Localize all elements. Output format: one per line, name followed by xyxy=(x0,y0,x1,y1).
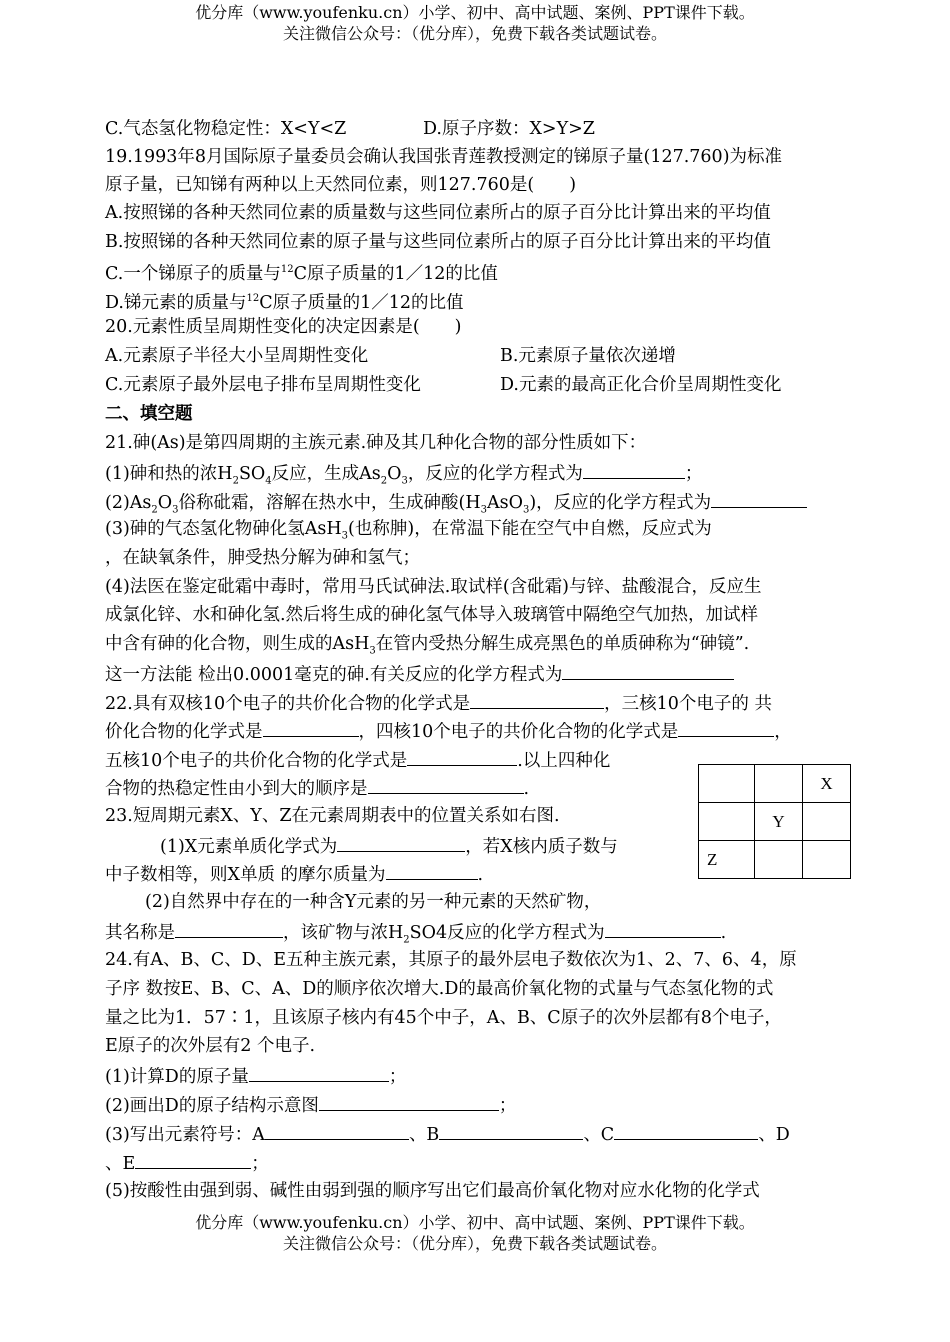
q19-stem-2: 原子量，已知锑有两种以上天然同位素，则127.760是( ) xyxy=(105,175,577,195)
answer-blank[interactable] xyxy=(614,1121,758,1140)
q24-part-3: (3)写出元素符号：A 、B 、C 、D xyxy=(105,1121,790,1147)
periodic-table-grid xyxy=(698,764,851,879)
q20-option-d: D.元素的最高正化合价呈周期性变化 xyxy=(500,375,782,395)
answer-blank[interactable] xyxy=(175,919,283,938)
q19-stem-1: 19.1993年8月国际原子量委员会确认我国张青莲教授测定的锑原子量(127.760)为标准 xyxy=(105,147,783,167)
answer-blank[interactable] xyxy=(407,747,517,766)
answer-blank[interactable] xyxy=(265,1121,409,1140)
q21-part-4-l1: (4)法医在鉴定砒霜中毒时，常用马氏试砷法.取试样(含砒霜)与锌、盐酸混合，反应生 xyxy=(105,577,762,597)
q22-line-4: 合物的热稳定性由小到大的顺序是 . xyxy=(105,775,529,801)
answer-blank[interactable] xyxy=(583,460,685,479)
q21-part-1: (1)砷和热的浓$H_2SO_4$反应，生成$As_2O_3$，反应的化学方程式为 ； xyxy=(105,460,702,486)
q19-option-c: C.一个锑原子的质量与$^{12}$C原子质量的1／12的比值 xyxy=(105,263,498,284)
grid-cell xyxy=(755,841,803,879)
answer-blank[interactable] xyxy=(711,489,807,508)
answer-blank[interactable] xyxy=(319,1092,499,1111)
header-line-2: 关注微信公众号：（优分库），免费下载各类试题试卷。 xyxy=(282,24,667,43)
grid-cell xyxy=(699,803,755,841)
q21-part-3: (3)砷的气态氢化物砷化氢AsH$_3$(也称胂)，在常温下能在空气中自燃，反应式为 xyxy=(105,519,712,542)
answer-blank[interactable] xyxy=(605,919,721,938)
q24-line-4: E原子的次外层有2 个电子. xyxy=(105,1036,316,1056)
answer-blank[interactable] xyxy=(135,1150,251,1169)
q22-line-3: 五核10个电子的共价化合物的化学式是 .以上四种化 xyxy=(105,747,610,773)
grid-cell xyxy=(803,803,851,841)
q18-options xyxy=(105,117,595,143)
page-footer xyxy=(0,1212,950,1254)
answer-blank[interactable] xyxy=(678,718,774,737)
q20-options-cd xyxy=(105,373,782,399)
q23-part-2-cont: 其名称是 ，该矿物与浓$H_2SO4$反应的化学方程式为 . xyxy=(105,919,726,945)
grid-cell xyxy=(803,841,851,879)
q19-option-d: D.锑元素的质量与$^{12}$C原子质量的1／12的比值 xyxy=(105,292,464,313)
answer-blank[interactable] xyxy=(337,833,465,852)
q24-part-5: (5)按酸性由强到弱、碱性由弱到强的顺序写出它们最高价氧化物对应水化物的化学式 xyxy=(105,1181,760,1201)
answer-blank[interactable] xyxy=(249,1063,389,1082)
answer-blank[interactable] xyxy=(470,690,604,709)
q24-part-2: (2)画出D的原子结构示意图 ； xyxy=(105,1092,516,1118)
q19-option-b: B.按照锑的各种天然同位素的原子量与这些同位素所占的原子百分比计算出来的平均值 xyxy=(105,232,771,252)
grid-cell xyxy=(755,765,803,803)
q22-line-1: 22.具有双核10个电子的共价化合物的化学式是 ，三核10个电子的 共 xyxy=(105,690,772,716)
grid-cell-x: X xyxy=(803,765,851,803)
q24-line-1: 24.有A、B、C、D、E五种主族元素，其原子的最外层电子数依次为1、2、7、6、4，原 xyxy=(105,950,797,970)
answer-blank[interactable] xyxy=(263,718,359,737)
q24-part-3-cont: 、E ； xyxy=(105,1150,269,1176)
section-title: 二、填空题 xyxy=(105,404,193,424)
footer-line-1: 优分库（www.youfenku.cn）小学、初中、高中试题、案例、PPT课件下载。 xyxy=(195,1213,755,1232)
q18-option-d: D.原子序数：X>Y>Z xyxy=(423,119,595,139)
q20-option-a: A.元素原子半径大小呈周期性变化 xyxy=(105,346,369,366)
grid-cell-y: Y xyxy=(755,803,803,841)
q21-part-4-l4: 这一方法能 检出0.0001毫克的砷.有关反应的化学方程式为 xyxy=(105,661,734,687)
q21-part-4-l2: 成氯化锌、水和砷化氢.然后将生成的砷化氢气体导入玻璃管中隔绝空气加热，加试样 xyxy=(105,605,759,625)
q24-part-1: (1)计算D的原子量 ； xyxy=(105,1063,406,1089)
page-header xyxy=(0,2,950,44)
footer-line-2: 关注微信公众号：（优分库），免费下载各类试题试卷。 xyxy=(282,1234,667,1253)
q23-part-1-cont: 中子数相等，则X单质 的摩尔质量为 . xyxy=(105,861,483,887)
q24-line-2: 子序 数按E、B、C、A、D的顺序依次增大.D的最高价氧化物的式量与气态氢化物的式 xyxy=(105,979,774,999)
q21-part-2: $(2)As_2O_3$俗称砒霜，溶解在热水中，生成砷酸$(H_3AsO_3)$，反应的化学方程式为 xyxy=(105,489,807,515)
answer-blank[interactable] xyxy=(368,775,524,794)
q23-part-1: (1)X元素单质化学式为 ，若X核内质子数与 xyxy=(160,833,618,859)
q20-stem: 20.元素性质呈周期性变化的决定因素是( ) xyxy=(105,317,462,337)
q21-part-3-cont: ，在缺氧条件，胂受热分解为砷和氢气； xyxy=(105,548,420,568)
q18-option-c: C.气态氢化物稳定性：X<Y<Z xyxy=(105,119,347,139)
q24-line-3: 量之比为1．57∶1，且该原子核内有45个中子，A、B、C原子的次外层都有8个电子， xyxy=(105,1008,782,1028)
q21-part-4-l3: 中含有砷的化合物，则生成的AsH$_3$在管内受热分解生成亮黑色的单质砷称为“砷镜”. xyxy=(105,634,750,657)
answer-blank[interactable] xyxy=(439,1121,583,1140)
q19-option-a: A.按照锑的各种天然同位素的质量数与这些同位素所占的原子百分比计算出来的平均值 xyxy=(105,203,771,223)
answer-blank[interactable] xyxy=(562,661,734,680)
q21-stem: 21.砷(As)是第四周期的主族元素.砷及其几种化合物的部分性质如下： xyxy=(105,433,647,453)
grid-cell xyxy=(699,765,755,803)
q20-option-c: C.元素原子最外层电子排布呈周期性变化 xyxy=(105,375,421,395)
q23-stem: 23.短周期元素X、Y、Z在元素周期表中的位置关系如右图. xyxy=(105,806,560,826)
q23-part-2: (2)自然界中存在的一种含Y元素的另一种元素的天然矿物， xyxy=(145,892,602,912)
q20-option-b: B.元素原子量依次递增 xyxy=(500,346,676,366)
grid-cell-z: Z xyxy=(699,841,755,879)
q22-line-2: 价化合物的化学式是 ，四核10个电子的共价化合物的化学式是 ， xyxy=(105,718,792,744)
q20-options-ab xyxy=(105,344,676,370)
answer-blank[interactable] xyxy=(386,861,478,880)
header-line-1: 优分库（www.youfenku.cn）小学、初中、高中试题、案例、PPT课件下载。 xyxy=(195,3,755,22)
